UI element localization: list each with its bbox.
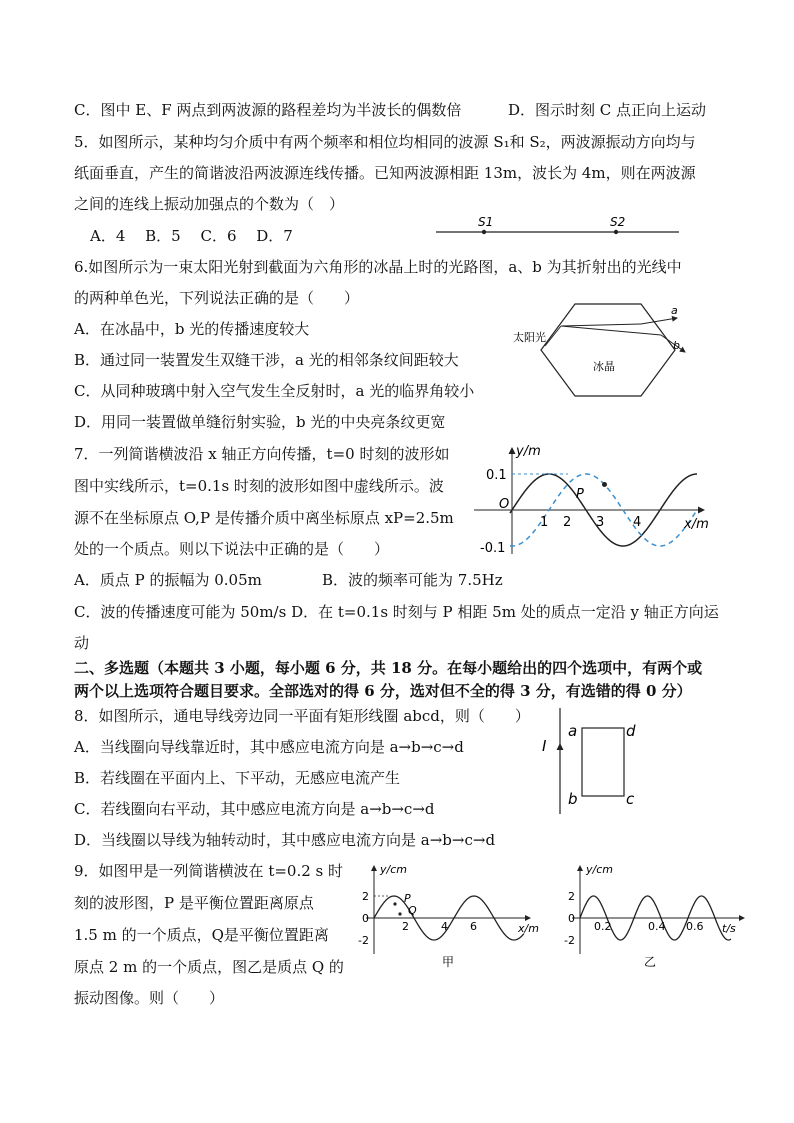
jia-x-2: 2 bbox=[402, 920, 409, 933]
q5-options: A．4 B．5 C．6 D．7 bbox=[90, 227, 293, 245]
q8-option-b: B．若线圈在平面内上、下平动，无感应电流产生 bbox=[74, 769, 401, 787]
q8-wire-loop-figure bbox=[538, 706, 648, 818]
q4-option-c: C．图中 E、F 两点到两波源的路程差均为半波长的偶数倍 bbox=[74, 101, 462, 119]
q7-stem-line4: 处的一个质点。则以下说法中正确的是（ ） bbox=[74, 540, 390, 558]
yi-caption: 乙 bbox=[644, 955, 657, 969]
rectangular-loop bbox=[582, 728, 624, 796]
point-p bbox=[602, 482, 607, 487]
jia-x-label: x/m bbox=[518, 922, 539, 935]
corner-c-label: c bbox=[626, 790, 635, 808]
corner-d-label: d bbox=[626, 722, 636, 740]
q8-option-d: D．当线圈以导线为轴转动时，其中感应电流方向是 a→b→c→d bbox=[74, 831, 496, 849]
corner-a-label: a bbox=[568, 722, 578, 740]
section-2-header-line2: 两个以上选项符合题目要求。全部选对的得 6 分，选对但不全的得 3 分，有选错的得 0 分） bbox=[74, 682, 692, 700]
x-tick-4: 4 bbox=[633, 515, 642, 530]
yi-y-2: 2 bbox=[568, 890, 575, 903]
q6-option-c: C．从同种玻璃中射入空气发生全反射时，a 光的临界角较小 bbox=[74, 382, 475, 400]
q9-wave-graph-jia bbox=[348, 862, 548, 972]
label-s2: S2 bbox=[610, 215, 626, 229]
yi-x-label: t/s bbox=[722, 922, 736, 935]
x-tick-2: 2 bbox=[563, 515, 572, 530]
q8-option-c: C．若线圈向右平动，其中感应电流方向是 a→b→c→d bbox=[74, 800, 435, 818]
y-axis-label: y/m bbox=[516, 444, 541, 459]
q7-stem-line2: 图中实线所示，t=0.1s 时刻的波形如图中虚线所示。波 bbox=[74, 477, 444, 495]
q6-option-b: B．通过同一装置发生双缝干涉，a 光的相邻条纹间距较大 bbox=[74, 351, 459, 369]
q8-stem: 8．如图所示，通电导线旁边同一平面有矩形线圈 abcd，则（ ） bbox=[74, 707, 530, 725]
q7-wave-graph bbox=[472, 442, 722, 558]
jia-x-6: 6 bbox=[470, 920, 477, 933]
sunlight-label: 太阳光 bbox=[513, 331, 546, 344]
point-q-dot bbox=[398, 912, 401, 915]
yi-x-06: 0.6 bbox=[686, 920, 704, 933]
q5-sources-figure bbox=[434, 212, 684, 242]
q5-stem-line2: 纸面垂直，产生的简谐波沿两波源连线传播。已知两波源相距 13m，波长为 4m，则在两波源 bbox=[74, 164, 696, 182]
yi-x-04: 0.4 bbox=[648, 920, 666, 933]
q4-option-d: D．图示时刻 C 点正向上运动 bbox=[508, 101, 707, 119]
q5-stem-line3: 之间的连线上振动加强点的个数为（ ） bbox=[74, 195, 345, 213]
ice-label: 冰晶 bbox=[593, 360, 615, 373]
q9-vibration-graph-yi bbox=[556, 862, 756, 972]
jia-y-0: 0 bbox=[362, 912, 369, 925]
q5-stem-line1: 5．如图所示，某种均匀介质中有两个频率和相位均相同的波源 S₁和 S₂，两波源振动方向均与 bbox=[74, 133, 696, 151]
origin-label: O bbox=[499, 497, 510, 512]
q9-stem-line4: 原点 2 m 的一个质点，图乙是质点 Q 的 bbox=[74, 958, 344, 976]
jia-x-4: 4 bbox=[441, 920, 448, 933]
q7-option-c: C．波的传播速度可能为 50m/s D．在 t=0.1s 时刻与 P 相距 5m 处的质点一定沿 y 轴正方向运 bbox=[74, 603, 719, 621]
q9-stem-line3: 1.5 m 的一个质点，Q是平衡位置距离 bbox=[74, 926, 329, 944]
q9-stem-line5: 振动图像。则（ ） bbox=[74, 989, 225, 1007]
jia-caption: 甲 bbox=[442, 955, 455, 969]
jia-p-label: P bbox=[404, 892, 411, 905]
q6-option-a: A．在冰晶中，b 光的传播速度较大 bbox=[74, 320, 310, 338]
jia-y-m2: -2 bbox=[358, 934, 369, 947]
hexagon-crystal bbox=[541, 304, 675, 396]
source-s1-dot bbox=[482, 230, 486, 234]
yi-x-02: 0.2 bbox=[594, 920, 612, 933]
q6-ice-crystal-figure bbox=[505, 300, 705, 400]
q7-option-b: B．波的频率可能为 7.5Hz bbox=[322, 571, 503, 589]
q7-stem-line3: 源不在坐标原点 O,P 是传播介质中离坐标原点 xP=2.5m bbox=[74, 509, 454, 527]
y-tick-top: 0.1 bbox=[486, 468, 507, 483]
point-p-dot bbox=[393, 902, 396, 905]
x-tick-1: 1 bbox=[540, 515, 549, 530]
q6-stem-line2: 的两种单色光，下列说法正确的是（ ） bbox=[74, 289, 360, 307]
q8-option-a: A．当线圈向导线靠近时，其中感应电流方向是 a→b→c→d bbox=[74, 738, 464, 756]
q7-stem-line1: 7．一列简谐横波沿 x 轴正方向传播，t=0 时刻的波形如 bbox=[74, 445, 450, 463]
yi-y-m2: -2 bbox=[564, 934, 575, 947]
yi-y-0: 0 bbox=[568, 912, 575, 925]
source-s2-dot bbox=[614, 230, 618, 234]
y-tick-bottom: -0.1 bbox=[480, 541, 506, 556]
yi-y-label: y/cm bbox=[586, 863, 613, 876]
current-label: I bbox=[542, 737, 547, 755]
q7-option-a: A．质点 P 的振幅为 0.05m bbox=[74, 571, 262, 589]
q9-stem-line2: 刻的波形图，P 是平衡位置距离原点 bbox=[74, 894, 314, 912]
q6-stem-line1: 6.如图所示为一束太阳光射到截面为六角形的冰晶上时的光路图，a、b 为其折射出的光线中 bbox=[74, 258, 682, 276]
ray-b-label: b bbox=[673, 339, 680, 352]
q7-option-c-cont: 动 bbox=[74, 634, 90, 652]
x-axis-label: x/m bbox=[684, 517, 709, 532]
jia-y-2: 2 bbox=[362, 890, 369, 903]
jia-y-label: y/cm bbox=[380, 863, 407, 876]
x-tick-3: 3 bbox=[596, 515, 605, 530]
label-s1: S1 bbox=[478, 215, 494, 229]
corner-b-label: b bbox=[568, 790, 578, 808]
q9-stem-line1: 9．如图甲是一列简谐横波在 t=0.2 s 时 bbox=[74, 862, 343, 880]
section-2-header-line1: 二、多选题（本题共 3 小题，每小题 6 分，共 18 分。在每小题给出的四个选项中，有两个或 bbox=[74, 659, 703, 677]
point-p-label: P bbox=[576, 487, 584, 502]
jia-q-label: Q bbox=[408, 904, 417, 917]
ray-a-label: a bbox=[671, 304, 678, 317]
q6-option-d: D．用同一装置做单缝衍射实验，b 光的中央亮条纹更宽 bbox=[74, 413, 446, 431]
